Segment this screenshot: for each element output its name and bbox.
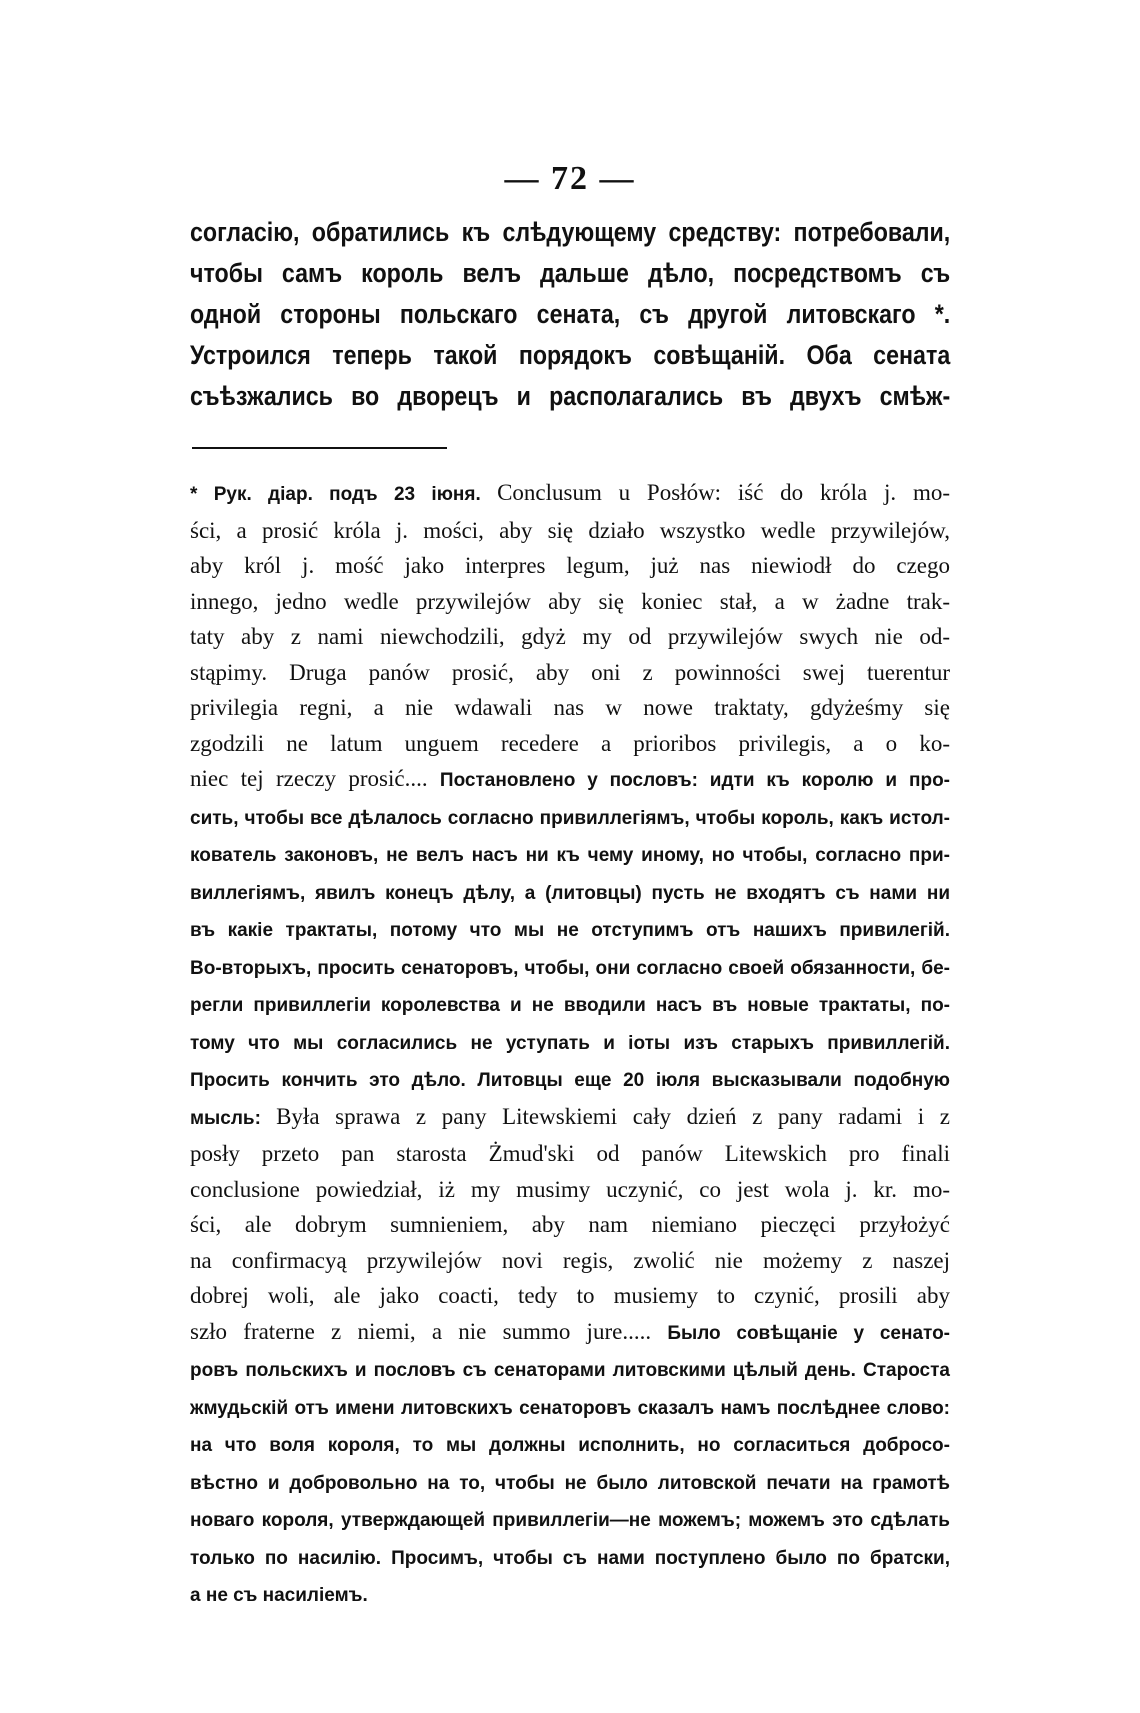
footnote-russian-text: виллегіямъ, явилъ конецъ дѣлу, а (литовцы) пусть не входятъ съ нами ни xyxy=(190,882,950,904)
footnote-latin-text: posły przeto pan starosta Żmud'ski od panów Litewskich pro finali xyxy=(190,1141,950,1166)
footnote-line xyxy=(190,475,950,513)
footnote-line xyxy=(190,761,950,799)
main-text xyxy=(190,212,950,417)
footnote-latin-text: na confirmacyą przywilejów novi regis, zwolić nie możemy z naszej xyxy=(190,1247,950,1273)
footnote-russian-text: на что воля короля, то мы должны исполнить, но согласиться добросо- xyxy=(190,1435,950,1456)
footnote-line xyxy=(190,1243,950,1279)
footnote-line xyxy=(190,949,950,987)
footnote-line xyxy=(190,1389,950,1427)
footnote-latin-text: innego, jedno wedle przywilejów aby się koniec stał, a w żadne trak- xyxy=(190,588,950,614)
footnote-line xyxy=(190,1099,950,1137)
footnote-latin-text: conclusione powiedział, iż my musimy uczynić, co jest wola j. kr. mo- xyxy=(190,1176,950,1202)
footnote-latin-text: ści, a prosić króla j. mości, aby się działo wszystko wedle przywilejów, xyxy=(190,517,950,543)
footnote-latin-text: Była sprawa z pany Litewskiemi cały dzień z pany radami i z xyxy=(276,1103,950,1129)
footnote-russian-text: жмудьскій отъ имени литовскихъ сенаторовъ сказалъ намъ послѣднее слово: xyxy=(190,1397,950,1419)
footnote-russian-text: мысль: xyxy=(190,1107,277,1129)
footnote-line xyxy=(190,1024,950,1062)
footnote-line xyxy=(190,1314,950,1352)
footnote-line xyxy=(190,986,950,1024)
footnote-russian-text: Просить кончить это дѣло. Литовцы еще 20 іюля высказывали подобную xyxy=(190,1070,950,1091)
footnote-russian-text: * Рук. діар. подъ 23 іюня. xyxy=(190,484,498,505)
footnote-latin-text: privilegia regni, a nie wdawali nas w nowe traktaty, gdyżeśmy się xyxy=(190,695,950,720)
footnote-russian-text: тому что мы согласились не уступать и іоты изъ старыхъ привиллегій. xyxy=(190,1032,950,1054)
main-line: съѣзжались во дворецъ и располагались въ двухъ смѣж- xyxy=(190,381,951,411)
footnote-line xyxy=(190,1172,950,1208)
footnote-line xyxy=(190,584,950,620)
main-line: одной стороны польскаго сената, съ другой литовскаго *. xyxy=(190,299,951,329)
footnote-line xyxy=(190,1351,950,1389)
footnote-russian-text: вѣстно и добровольно на то, чтобы не было литовской печати на грамотѣ xyxy=(190,1472,950,1494)
footnote-latin-text: Conclusum u Posłów: iść do króla j. mo- xyxy=(497,480,950,505)
main-line: согласію, обратились къ слѣдующему средству: потребовали, xyxy=(190,217,951,247)
footnote-line xyxy=(190,1136,950,1172)
footnote-russian-text: только по насилію. Просимъ, чтобы съ нами поступлено было по братски, xyxy=(190,1547,950,1569)
footnote-line xyxy=(190,513,950,549)
footnote-line xyxy=(190,911,950,949)
footnote-russian-text: новаго короля, утверждающей привиллегіи—не можемъ; можемъ это сдѣлать xyxy=(190,1510,950,1531)
footnote-latin-text: taty aby z nami niewchodzili, gdyż my od przywilejów swych nie od- xyxy=(190,624,950,649)
main-line: Устроился теперь такой порядокъ совѣщаній. Оба сената xyxy=(190,340,951,370)
footnote-line xyxy=(190,1576,950,1614)
footnote-russian-text: Было совѣщаніе у сенато- xyxy=(667,1322,950,1344)
footnote-line xyxy=(190,874,950,912)
footnote-line xyxy=(190,1278,950,1314)
footnote-latin-text: dobrej woli, ale jako coacti, tedy to musiemy to czynić, prosili aby xyxy=(190,1283,950,1308)
footnote-latin-text: stąpimy. Druga panów prosić, aby oni z powinności swej tuerentur xyxy=(190,659,950,685)
footnote-latin-text: szło fraterne z niemi, a nie summo jure..... xyxy=(190,1318,668,1344)
footnote-latin-text: zgodzili ne latum unguem recedere a prioribos privilegis, a o ko- xyxy=(190,730,950,756)
page-number: — 72 — xyxy=(504,160,636,197)
footnote-latin-text: ści, ale dobrym sumnieniem, aby nam niemiano pieczęci przyłożyć xyxy=(190,1212,950,1237)
footnote-russian-text: въ какіе трактаты, потому что мы не отступимъ отъ нашихъ привилегій. xyxy=(190,920,950,941)
footnote-russian-text: кователь законовъ, не велъ насъ ни къ чему иному, но чтобы, согласно при- xyxy=(190,845,950,866)
footnote-line xyxy=(190,1539,950,1577)
footnote-russian-text: сить, чтобы все дѣлалось согласно привиллегіямъ, чтобы король, какъ истол- xyxy=(190,807,950,829)
footnote-latin-text: niec tej rzeczy prosić.... xyxy=(190,766,440,791)
footnote-latin-text: aby król j. mość jako interpres legum, już nas niewiodł do czego xyxy=(190,553,950,578)
footnote-line xyxy=(190,619,950,655)
footnote-line xyxy=(190,1501,950,1539)
footnote-line xyxy=(190,799,950,837)
footnote-russian-text: ровъ польскихъ и пословъ съ сенаторами литовскими цѣлый день. Староста xyxy=(190,1360,950,1381)
footnote-russian-text: Во-вторыхъ, просить сенаторовъ, чтобы, они согласно своей обязанности, бе- xyxy=(190,957,950,979)
footnote-line xyxy=(190,1061,950,1099)
footnote-russian-text: Постановлено у пословъ: идти къ королю и про- xyxy=(439,770,950,791)
footnote-line xyxy=(190,1207,950,1243)
footnote-line xyxy=(190,1464,950,1502)
footnote-line xyxy=(190,836,950,874)
footnote xyxy=(190,475,950,1614)
footnote-line xyxy=(190,726,950,762)
footnote-russian-text: регли привиллегіи королевства и не вводили насъ въ новые трактаты, по- xyxy=(190,995,950,1016)
footnote-divider xyxy=(192,447,447,449)
footnote-line xyxy=(190,655,950,691)
footnote-line xyxy=(190,548,950,584)
main-line: чтобы самъ король велъ дальше дѣло, посредствомъ съ xyxy=(190,258,951,288)
footnote-line xyxy=(190,1426,950,1464)
footnote-line xyxy=(190,690,950,726)
footnote-russian-text: а не съ насиліемъ. xyxy=(190,1585,368,1606)
